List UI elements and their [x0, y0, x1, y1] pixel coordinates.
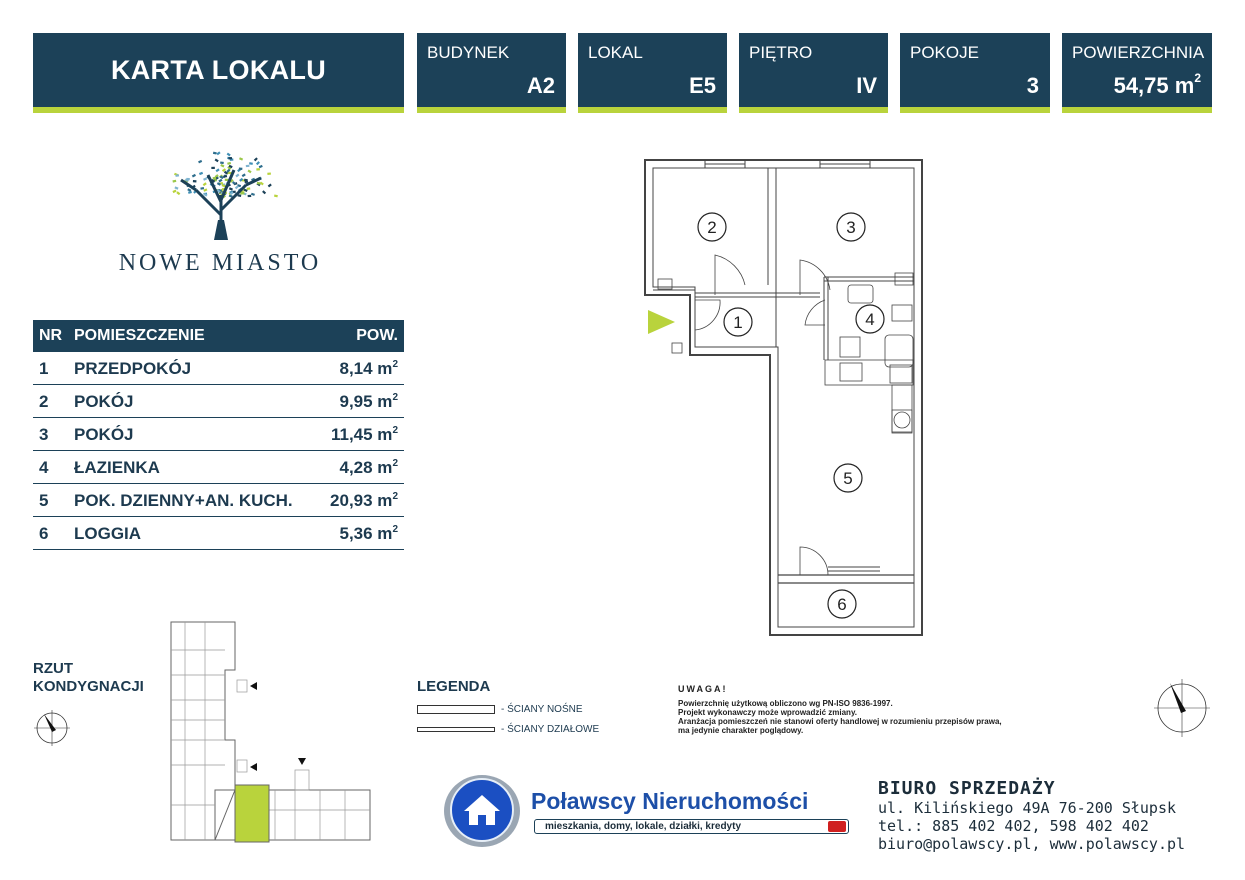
area-sup: 2: [392, 491, 398, 502]
header-field-floor: [739, 33, 888, 113]
office-contact: biuro@polawscy.pl, www.polawscy.pl: [878, 835, 1186, 853]
row-nr: 3: [39, 425, 49, 444]
office-title: BIURO SPRZEDAŻY: [878, 778, 1056, 799]
leaf-shape: [220, 164, 224, 168]
table-header: [33, 320, 404, 352]
leaf-shape: [249, 162, 253, 165]
row-nr: 4: [39, 458, 49, 477]
area-sup: 2: [392, 524, 398, 535]
header-field-area: [1062, 33, 1212, 113]
legend-item-load-bearing: [417, 704, 583, 715]
room-number-1-label: 1: [733, 313, 743, 332]
leaf-shape: [213, 177, 217, 179]
leaf-shape: [200, 187, 204, 190]
leaf-shape: [256, 161, 260, 165]
room-number-5-label: 5: [843, 469, 853, 488]
leaf-shape: [216, 151, 220, 155]
note-line: Aranżacja pomieszczeń nie stanowi oferty handlowej w rozumieniu przepisów prawa,: [678, 717, 1002, 726]
note-line: ma jedynie charakter poglądowy.: [678, 726, 804, 735]
row-name: LOGGIA: [74, 524, 142, 543]
field-label: POKOJE: [910, 43, 979, 62]
office-address: ul. Kilińskiego 49A 76-200 Słupsk: [878, 799, 1177, 817]
leaf-shape: [203, 177, 207, 180]
room-number-1-label: 2: [707, 218, 717, 237]
leaf-shape: [218, 179, 222, 183]
field-value: [1114, 73, 1201, 99]
field-value: 3: [1026, 73, 1039, 98]
site-plan-label-line: KONDYGNACJI: [33, 678, 144, 695]
leaf-shape: [259, 165, 263, 168]
leaf-shape: [247, 170, 251, 174]
table-row: [33, 385, 404, 418]
field-stripe: [1062, 107, 1212, 113]
area-text: 4,28 m: [339, 458, 393, 477]
table-row: [33, 517, 404, 550]
legend-item-label: - ŚCIANY NOŚNE: [501, 704, 583, 715]
leaf-shape: [227, 162, 231, 165]
leaf-shape: [223, 175, 227, 178]
leaf-shape: [274, 194, 278, 197]
area-value-text: 54,75 m: [1113, 73, 1195, 98]
room-number-6-label: 6: [837, 595, 847, 614]
leaf-shape: [188, 191, 192, 194]
page-title: KARTA LOKALU: [110, 54, 327, 85]
rooms-table: [33, 320, 404, 550]
row-nr: 5: [39, 491, 49, 510]
leaf-shape: [246, 165, 250, 167]
field-label: PIĘTRO: [749, 43, 813, 62]
header-area: POW.: [356, 327, 398, 344]
leaf-shape: [213, 152, 217, 155]
field-value: E5: [689, 73, 716, 98]
leaf-shape: [211, 167, 215, 169]
header-nr: NR: [39, 327, 63, 344]
leaf-shape: [267, 172, 271, 174]
leaf-shape: [229, 187, 233, 190]
row-name: ŁAZIENKA: [74, 458, 160, 477]
area-text: 20,93 m: [330, 491, 393, 510]
row-area: [340, 359, 399, 379]
legend-item-partition: [417, 724, 599, 735]
field-stripe: [900, 107, 1050, 113]
legend-item-label: - ŚCIANY DZIAŁOWE: [501, 724, 600, 735]
header-title-bar: [33, 33, 404, 107]
search-icon: [828, 821, 846, 832]
field-value: IV: [856, 73, 877, 98]
note-line: Powierzchnię użytkową obliczono wg PN-ISO 9836-1997.: [678, 699, 893, 708]
row-name: PRZEDPOKÓJ: [74, 359, 192, 378]
leaf-shape: [228, 157, 232, 159]
row-nr: 6: [39, 524, 49, 543]
table-row: [33, 352, 404, 385]
area-sup: 2: [392, 458, 398, 469]
table-row: [33, 451, 404, 484]
leaf-shape: [172, 190, 176, 193]
legend-title: LEGENDA: [417, 678, 491, 695]
leaf-shape: [172, 180, 176, 183]
leaf-shape: [239, 157, 243, 160]
table-row: [33, 418, 404, 451]
leaf-shape: [242, 173, 246, 177]
leaf-shape: [174, 186, 178, 189]
row-nr: 1: [39, 359, 49, 378]
leaf-shape: [248, 195, 252, 197]
row-area: [331, 425, 398, 445]
field-stripe: [578, 107, 727, 113]
row-area: [340, 392, 399, 412]
office-phone: tel.: 885 402 402, 598 402 402: [878, 817, 1149, 835]
room-number-4-label: 4: [865, 310, 875, 329]
leaf-shape: [198, 160, 202, 163]
field-stripe: [417, 107, 566, 113]
brand-name: Poławscy Nieruchomości: [531, 788, 809, 814]
field-label: LOKAL: [588, 43, 643, 62]
row-area: [340, 524, 399, 544]
area-text: 8,14 m: [339, 359, 393, 378]
leaf-shape: [262, 190, 266, 194]
leaf-shape: [247, 187, 251, 190]
note-title: UWAGA!: [678, 684, 728, 694]
floor-plan: [640, 155, 930, 640]
header-field-building: [417, 33, 566, 113]
leaf-shape: [216, 168, 220, 172]
row-nr: 2: [39, 392, 49, 411]
leaf-shape: [235, 174, 239, 178]
note-line: Projekt wykonawczy może wprowadzić zmiany.: [678, 708, 858, 717]
room-number-3-label: 3: [846, 218, 856, 237]
leaf-shape: [215, 159, 219, 163]
logo-name: NOWE MIASTO: [118, 250, 322, 276]
area-text: 5,36 m: [339, 524, 393, 543]
header-field-unit: [578, 33, 727, 113]
area-unit-sup: 2: [1194, 71, 1201, 85]
row-name: POK. DZIENNY+AN. KUCH.: [74, 491, 293, 510]
leaf-shape: [251, 193, 255, 196]
legend-swatch: [417, 705, 495, 714]
row-area: [340, 458, 399, 478]
header-room: POMIESZCZENIE: [74, 327, 205, 344]
compass-icon: [1152, 675, 1212, 741]
area-sup: 2: [392, 359, 398, 370]
leaf-shape: [254, 157, 258, 161]
table-row: [33, 484, 404, 517]
site-plan-diagram: [165, 620, 375, 850]
field-stripe: [739, 107, 888, 113]
house-logo-icon: [442, 773, 522, 849]
leaf-shape: [176, 191, 180, 195]
brand-tagline: [534, 819, 849, 834]
field-label: BUDYNEK: [427, 43, 510, 62]
header-title-box: [33, 33, 404, 113]
site-plan-label: [33, 660, 144, 696]
field-label: POWIERZCHNIA: [1072, 43, 1205, 62]
leaf-shape: [220, 161, 224, 164]
header-field-rooms: [900, 33, 1050, 113]
leaf-shape: [192, 174, 196, 178]
leaf-shape: [193, 180, 197, 182]
area-text: 9,95 m: [339, 392, 393, 411]
row-name: POKÓJ: [74, 425, 134, 444]
legend-swatch: [417, 727, 495, 732]
header-title-stripe: [33, 107, 404, 113]
area-text: 11,45 m: [330, 425, 393, 444]
field-value: A2: [526, 73, 555, 98]
leaf-shape: [239, 167, 243, 169]
row-name: POKÓJ: [74, 392, 134, 411]
row-area: [330, 491, 398, 511]
leaf-shape: [199, 172, 203, 175]
leaf-shape: [268, 183, 272, 187]
compass-icon: [32, 706, 72, 750]
leaf-shape: [227, 153, 231, 157]
leaf-shape: [256, 168, 260, 170]
area-sup: 2: [392, 425, 398, 436]
area-sup: 2: [392, 392, 398, 403]
site-plan-label-line: RZUT: [33, 660, 73, 677]
leaf-shape: [203, 182, 207, 186]
tagline-text: mieszkania, domy, lokale, działki, kredyty: [545, 821, 742, 832]
